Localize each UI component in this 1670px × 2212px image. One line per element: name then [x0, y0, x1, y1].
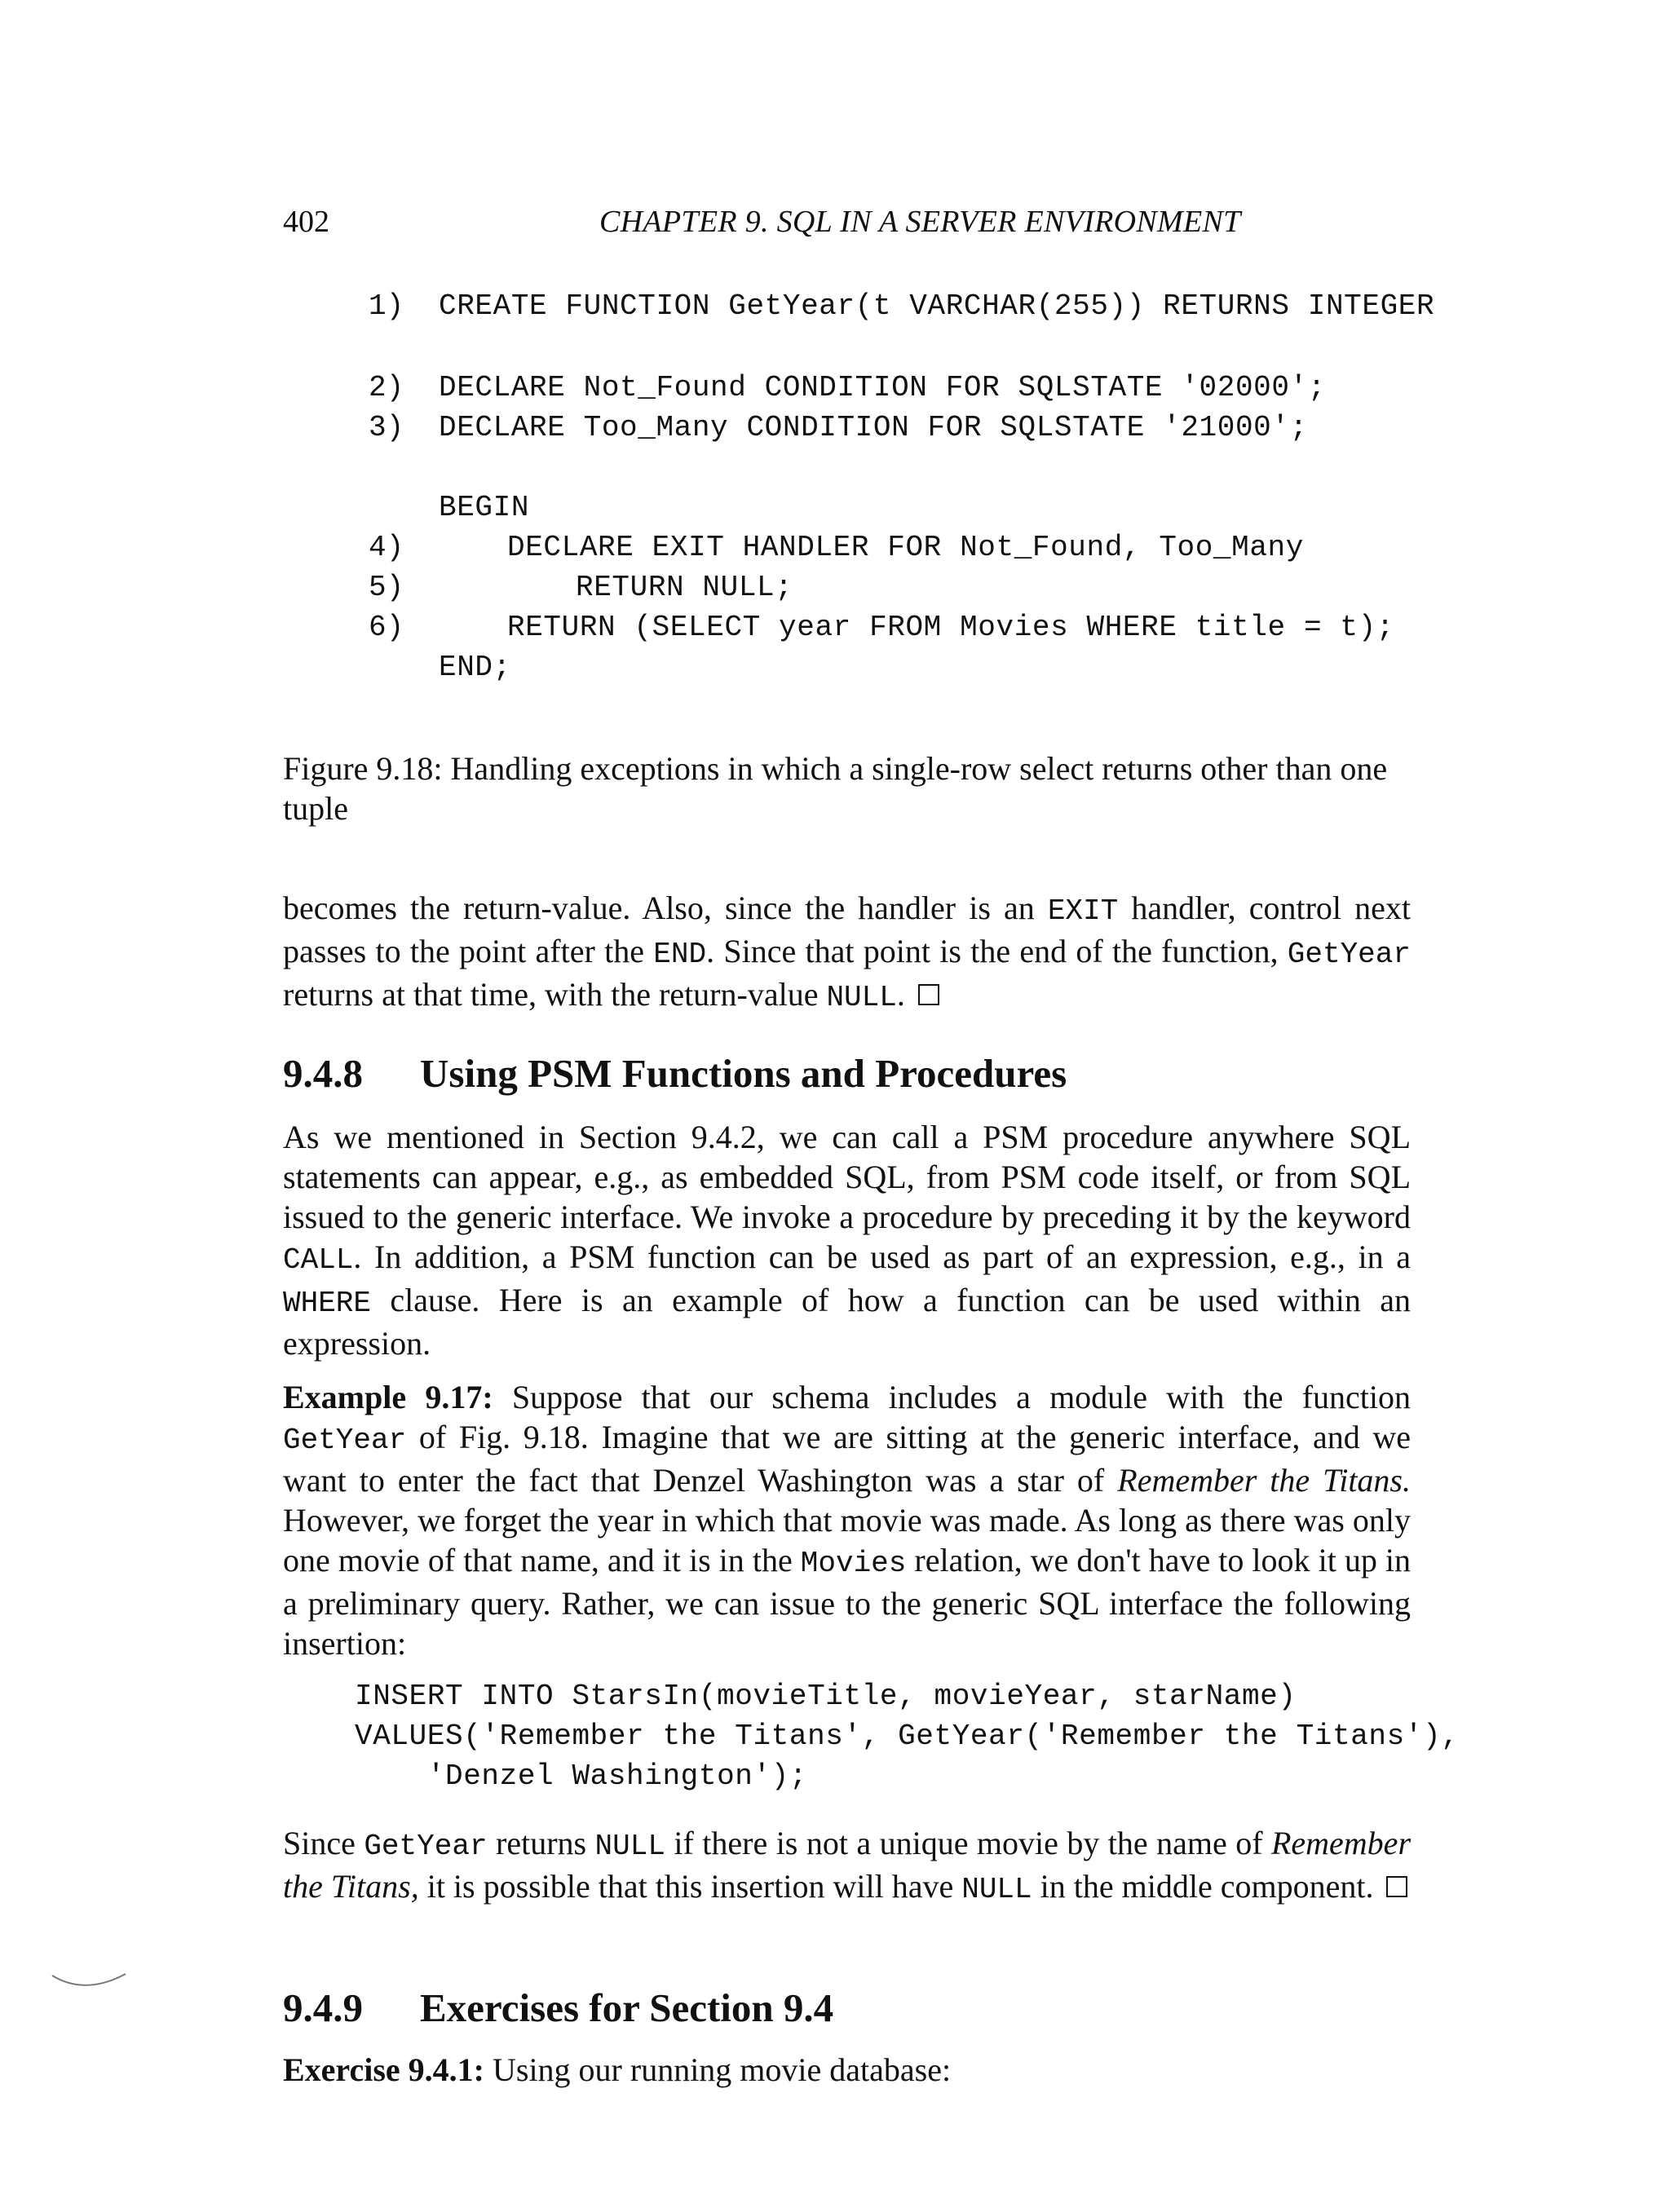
code-line: BEGIN	[439, 491, 530, 524]
code-line: RETURN (SELECT year FROM Movies WHERE title = t);	[507, 611, 1394, 644]
example-label: Example 9.17:	[283, 1379, 493, 1415]
code-line: VALUES('Remember the Titans', GetYear('Remember the Titans'),	[355, 1720, 1460, 1753]
code-line: CREATE FUNCTION GetYear(t VARCHAR(255)) RETURNS INTEGER	[439, 289, 1435, 323]
exercise-paragraph: Exercise 9.4.1: Using our running movie database:	[283, 2051, 952, 2088]
example-paragraph: Example 9.17: Suppose that our schema includes a module with the function GetYear of Fig. 9.18. Imagine that we are sitting at the generic interface, and we want to enter the fact that Denzel Washington was a star of Remember the Titans. However, we forget the year in which that movie was made. As long as there was only one movie of that name, and it is in the Movies relation, we don't have to look it up in a preliminary query. Rather, we can issue to the generic SQL interface the following insertion:	[283, 1379, 1412, 1662]
code-line: DECLARE Too_Many CONDITION FOR SQLSTATE '21000';	[439, 411, 1308, 444]
section-heading: 9.4.9 Exercises for Section 9.4	[283, 1985, 834, 2030]
line-number: 1)	[369, 289, 404, 323]
section-heading: 9.4.8 Using PSM Functions and Procedures	[283, 1051, 1067, 1096]
code-line: RETURN NULL;	[576, 571, 793, 604]
paragraph: As we mentioned in Section 9.4.2, we can call a PSM procedure anywhere SQL statements can appear, e.g., as embedded SQL, from PSM code itself, or from SQL issued to the generic interface. We invoke a procedure by preceding it by the keyword CALL. In addition, a PSM function can be used as part of an expression, e.g., in a WHERE clause. Here is an example of how a function can be used within an expression.	[283, 1119, 1411, 1362]
line-number: 5)	[369, 571, 404, 604]
paragraph: Since GetYear returns NULL if there is not a unique movie by the name of Remember the Titans, it is possible that this insertion will have NULL in the middle component.	[283, 1825, 1412, 1906]
end-of-proof-icon	[918, 984, 939, 1005]
end-of-proof-icon	[1386, 1876, 1407, 1897]
line-number: 2)	[369, 371, 404, 404]
code-line: DECLARE Not_Found CONDITION FOR SQLSTATE '02000';	[439, 371, 1326, 404]
margin-pencil-mark	[51, 1969, 132, 1993]
line-number: 4)	[369, 531, 404, 564]
line-number: 3)	[369, 411, 404, 444]
code-line: DECLARE EXIT HANDLER FOR Not_Found, Too_Many	[507, 531, 1304, 564]
page-number: 402	[283, 205, 329, 239]
figure-caption: Figure 9.18: Handling exceptions in which a single-row select returns other than one tuple	[283, 750, 1388, 827]
exercise-label: Exercise 9.4.1:	[283, 2051, 484, 2088]
running-head: CHAPTER 9. SQL IN A SERVER ENVIRONMENT	[599, 205, 1241, 239]
paragraph: becomes the return-value. Also, since the handler is an EXIT handler, control next passes to the point after the END. Since that point is the end of the function, GetYear returns at that time, with the return-value NULL.	[283, 890, 1411, 1014]
code-line: 'Denzel Washington');	[355, 1759, 808, 1793]
code-line: END;	[439, 651, 511, 684]
code-line: INSERT INTO StarsIn(movieTitle, movieYear, starName)	[355, 1680, 1297, 1713]
line-number: 6)	[369, 611, 404, 644]
